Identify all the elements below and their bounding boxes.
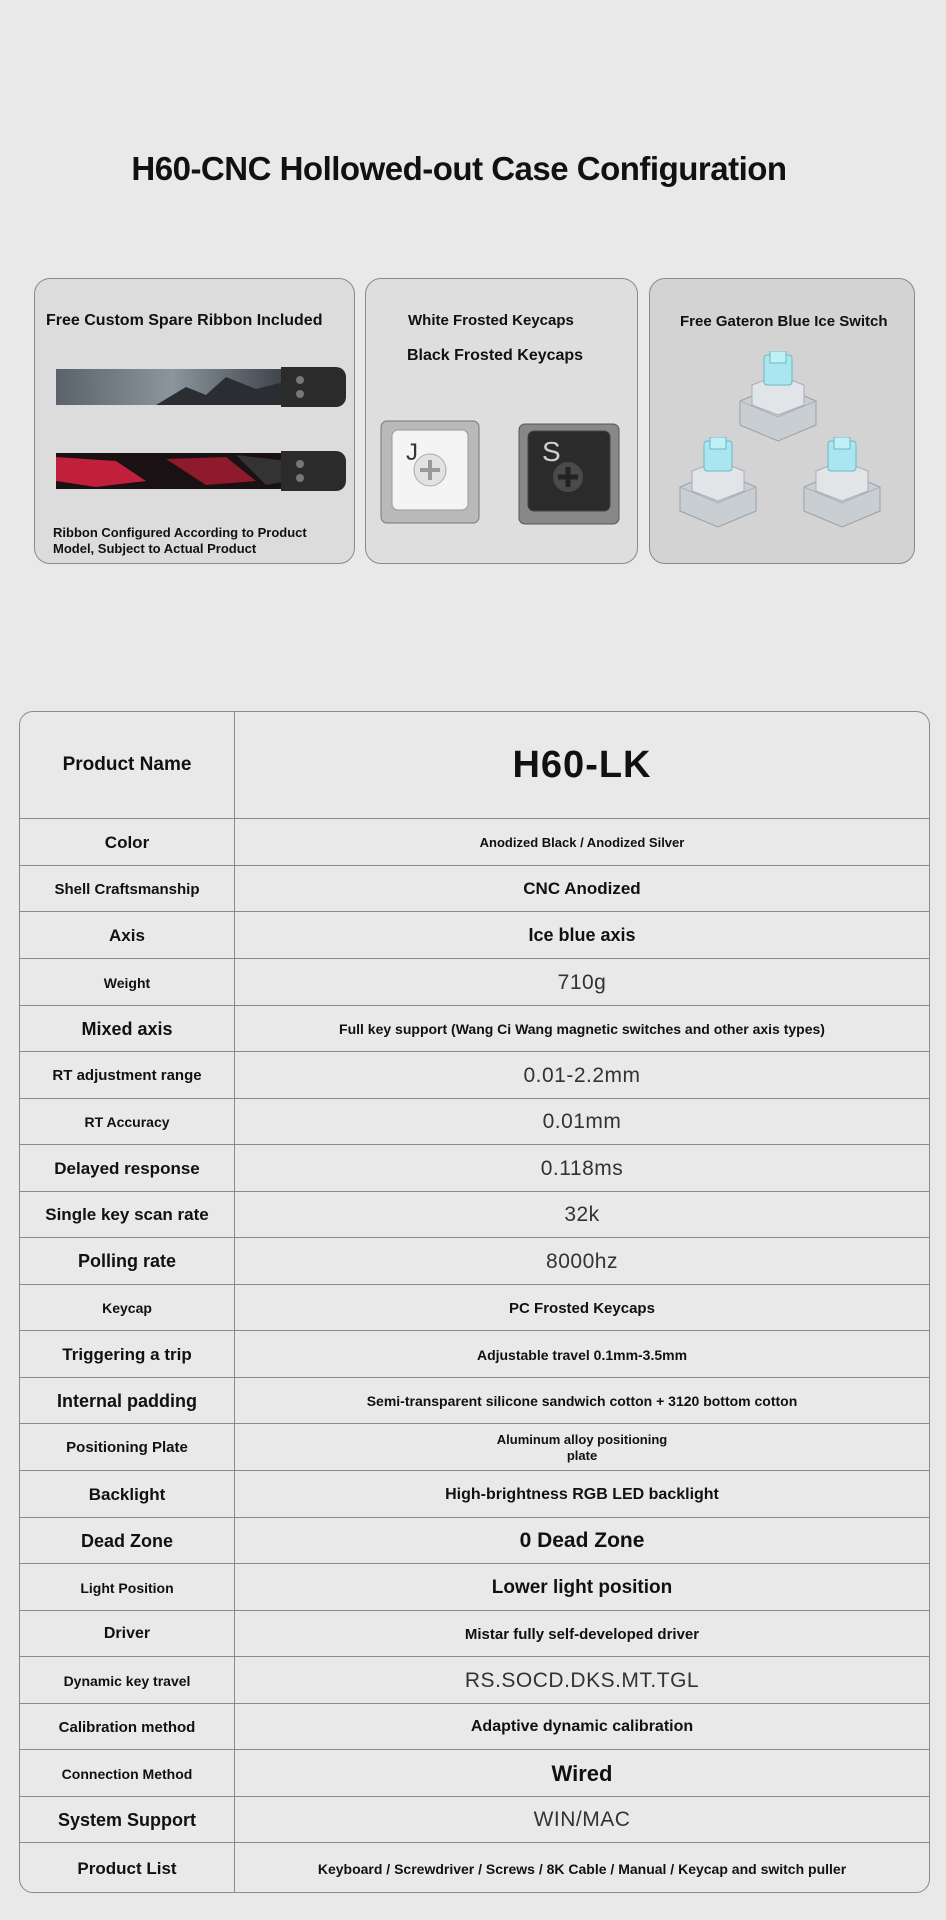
spec-row-driver bbox=[20, 1610, 929, 1657]
spec-row-shell bbox=[20, 865, 929, 912]
switch-card-heading: Free Gateron Blue Ice Switch bbox=[680, 313, 888, 330]
spec-row-delayed-response bbox=[20, 1144, 929, 1192]
spec-value: 0.01mm bbox=[542, 1110, 622, 1133]
spec-value: 32k bbox=[564, 1203, 600, 1226]
ribbon-card-heading: Free Custom Spare Ribbon Included bbox=[46, 312, 323, 329]
spec-label: Light Position bbox=[80, 1579, 174, 1596]
spec-label: Driver bbox=[103, 1625, 151, 1642]
ice-switch-top-image bbox=[730, 351, 826, 447]
spec-row-trigger bbox=[20, 1330, 929, 1378]
spec-value: Aluminum alloy positioning plate bbox=[496, 1431, 668, 1463]
spec-row-rt-accuracy bbox=[20, 1098, 929, 1145]
spec-label: Product Name bbox=[62, 754, 192, 775]
spec-value: WIN/MAC bbox=[533, 1808, 631, 1831]
white-keycap-letter: J bbox=[406, 439, 418, 466]
spec-label: Backlight bbox=[88, 1484, 166, 1504]
spec-label: Triggering a trip bbox=[62, 1344, 192, 1364]
spec-value: PC Frosted Keycaps bbox=[509, 1299, 655, 1317]
spec-row-dead-zone bbox=[20, 1517, 929, 1564]
spec-value: Mistar fully self-developed driver bbox=[464, 1625, 700, 1643]
spec-value: Anodized Black / Anodized Silver bbox=[479, 835, 685, 850]
spec-row-axis bbox=[20, 911, 929, 959]
spec-label: Connection Method bbox=[61, 1765, 193, 1782]
spec-label: Mixed axis bbox=[81, 1018, 173, 1039]
page-title: H60-CNC Hollowed-out Case Configuration bbox=[131, 150, 787, 187]
spec-row-color bbox=[20, 818, 929, 866]
spec-value: 0.118ms bbox=[540, 1156, 624, 1180]
spec-label: Shell Craftsmanship bbox=[54, 880, 200, 898]
spec-value: CNC Anodized bbox=[523, 879, 641, 898]
ribbon-card-note: Ribbon Configured According to Product Model, Subject to Actual Product bbox=[53, 525, 307, 556]
spec-row-keycap bbox=[20, 1284, 929, 1331]
spec-row-weight bbox=[20, 958, 929, 1006]
black-keycaps-label: Black Frosted Keycaps bbox=[407, 347, 584, 364]
white-frosted-keycap-image bbox=[380, 420, 480, 524]
ribbon-card bbox=[34, 278, 355, 564]
spec-row-positioning-plate bbox=[20, 1423, 929, 1471]
spec-row-polling-rate bbox=[20, 1237, 929, 1285]
spec-row-light-position bbox=[20, 1563, 929, 1611]
spec-row-dynamic-travel bbox=[20, 1656, 929, 1704]
spec-label: Dynamic key travel bbox=[63, 1672, 191, 1689]
spec-row-backlight bbox=[20, 1470, 929, 1518]
spec-value: Wired bbox=[551, 1760, 613, 1786]
spec-row-product-list bbox=[20, 1842, 929, 1893]
spec-value: 0 Dead Zone bbox=[519, 1529, 645, 1552]
ice-switch-left-image bbox=[670, 437, 766, 533]
white-keycaps-label: White Frosted Keycaps bbox=[408, 312, 574, 329]
spec-label: System Support bbox=[57, 1809, 197, 1830]
spec-value: Ice blue axis bbox=[528, 925, 636, 945]
keycaps-card bbox=[365, 278, 638, 564]
spec-value: High-brightness RGB LED backlight bbox=[445, 1485, 719, 1503]
spec-label: Single key scan rate bbox=[45, 1205, 209, 1224]
spec-row-calibration bbox=[20, 1703, 929, 1750]
ice-switch-right-image bbox=[794, 437, 890, 533]
spec-label: RT adjustment range bbox=[52, 1067, 202, 1084]
spec-value: 8000hz bbox=[546, 1249, 618, 1273]
spare-ribbon-grey-image bbox=[56, 367, 348, 407]
spec-value: Semi-transparent silicone sandwich cotton + 3120 bottom cotton bbox=[366, 1393, 798, 1409]
spec-label: RT Accuracy bbox=[84, 1114, 170, 1130]
spec-label: Delayed response bbox=[54, 1158, 200, 1178]
spec-label: Keycap bbox=[102, 1300, 152, 1316]
spec-row-rt-range bbox=[20, 1051, 929, 1099]
spec-label: Polling rate bbox=[77, 1251, 176, 1271]
spec-value: RS.SOCD.DKS.MT.TGL bbox=[464, 1668, 700, 1692]
black-frosted-keycap-image bbox=[518, 423, 620, 525]
spec-row-internal-padding bbox=[20, 1377, 929, 1424]
spec-label: Positioning Plate bbox=[66, 1439, 188, 1456]
spec-value: Adjustable travel 0.1mm-3.5mm bbox=[476, 1346, 688, 1363]
spec-value: Adaptive dynamic calibration bbox=[470, 1718, 694, 1735]
spec-label: Weight bbox=[103, 974, 151, 991]
black-keycap-letter: S bbox=[542, 436, 561, 467]
spec-label: Color bbox=[104, 832, 150, 852]
spec-table bbox=[19, 711, 930, 1893]
spec-value: 710g bbox=[557, 970, 607, 994]
spec-row-mixed-axis bbox=[20, 1005, 929, 1052]
spec-value: 0.01-2.2mm bbox=[523, 1063, 641, 1087]
spec-label: Product List bbox=[77, 1859, 177, 1878]
spec-row-scan-rate bbox=[20, 1191, 929, 1238]
spec-row-product-name bbox=[20, 712, 929, 818]
spec-value: Full key support (Wang Ci Wang magnetic switches and other axis types) bbox=[339, 1021, 825, 1037]
spec-value: Keyboard / Screwdriver / Screws / 8K Cable / Manual / Keycap and switch puller bbox=[317, 1861, 847, 1877]
spec-label: Axis bbox=[109, 925, 145, 945]
spec-value: Lower light position bbox=[491, 1576, 673, 1598]
switch-card bbox=[649, 278, 915, 564]
spec-label: Internal padding bbox=[56, 1390, 197, 1411]
spec-row-connection bbox=[20, 1749, 929, 1797]
spec-label: Calibration method bbox=[58, 1718, 196, 1736]
spec-row-system-support bbox=[20, 1796, 929, 1843]
spec-value: H60-LK bbox=[512, 743, 652, 786]
spare-ribbon-red-image bbox=[56, 451, 348, 491]
spec-label: Dead Zone bbox=[80, 1530, 173, 1551]
